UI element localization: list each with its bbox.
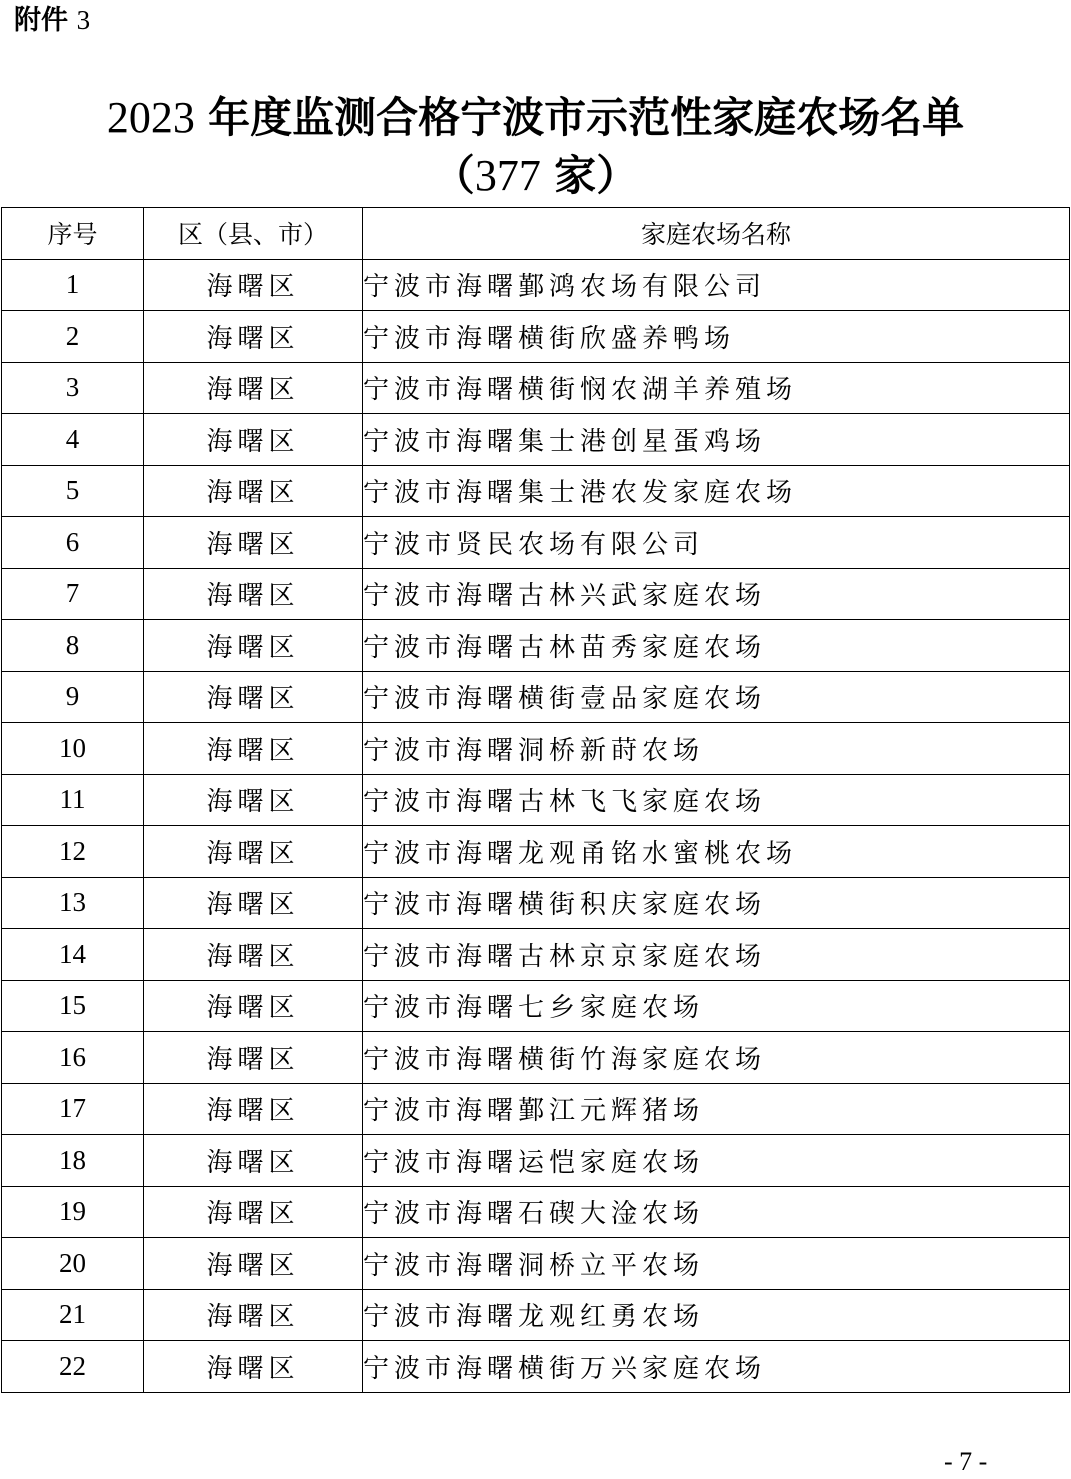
table-row [2, 259, 1070, 311]
header-name: 家庭农场名称 [363, 208, 1070, 260]
row-index: 21 [2, 1289, 144, 1341]
table-row [2, 1186, 1070, 1238]
row-district: 海曙区 [144, 1238, 363, 1290]
row-farm-name: 宁波市海曙古林苗秀家庭农场 [363, 620, 1070, 672]
row-farm-name: 宁波市海曙集士港创星蛋鸡场 [363, 414, 1070, 466]
table-row [2, 1135, 1070, 1187]
row-district: 海曙区 [144, 877, 363, 929]
row-farm-name: 宁波市海曙鄞鸿农场有限公司 [363, 259, 1070, 311]
subtitle-open-paren: （ [432, 151, 475, 200]
table-row [2, 620, 1070, 672]
row-farm-name: 宁波市海曙鄞江元辉猪场 [363, 1083, 1070, 1135]
attachment-label [14, 2, 90, 39]
attachment-label-text: 附件 [14, 5, 68, 36]
row-index: 8 [2, 620, 144, 672]
subtitle-count-unit: 家 [554, 151, 597, 200]
row-index: 2 [2, 311, 144, 363]
table-row [2, 517, 1070, 569]
row-district: 海曙区 [144, 311, 363, 363]
row-index: 17 [2, 1083, 144, 1135]
title-main: 年度监测合格宁波市示范性家庭农场名单 [208, 93, 965, 142]
row-district: 海曙区 [144, 1341, 363, 1393]
attachment-number: 3 [76, 5, 91, 35]
farm-list-table [1, 207, 1070, 1393]
table-row [2, 1083, 1070, 1135]
row-index: 9 [2, 671, 144, 723]
subtitle-close-paren: ） [596, 151, 639, 200]
row-district: 海曙区 [144, 723, 363, 775]
row-district: 海曙区 [144, 1032, 363, 1084]
row-district: 海曙区 [144, 414, 363, 466]
row-index: 10 [2, 723, 144, 775]
row-district: 海曙区 [144, 362, 363, 414]
page-number: - 7 - [944, 1447, 988, 1476]
row-district: 海曙区 [144, 1289, 363, 1341]
table-row [2, 671, 1070, 723]
table-row [2, 362, 1070, 414]
table-row [2, 465, 1070, 517]
row-index: 7 [2, 568, 144, 620]
row-index: 13 [2, 877, 144, 929]
table-row [2, 826, 1070, 878]
row-district: 海曙区 [144, 929, 363, 981]
row-farm-name: 宁波市海曙洞桥立平农场 [363, 1238, 1070, 1290]
row-index: 15 [2, 980, 144, 1032]
table-row [2, 929, 1070, 981]
row-farm-name: 宁波市海曙横街万兴家庭农场 [363, 1341, 1070, 1393]
row-index: 6 [2, 517, 144, 569]
row-district: 海曙区 [144, 259, 363, 311]
row-district: 海曙区 [144, 620, 363, 672]
row-farm-name: 宁波市海曙横街悯农湖羊养殖场 [363, 362, 1070, 414]
row-index: 19 [2, 1186, 144, 1238]
row-farm-name: 宁波市海曙龙观甬铭水蜜桃农场 [363, 826, 1070, 878]
row-index: 3 [2, 362, 144, 414]
row-district: 海曙区 [144, 517, 363, 569]
row-index: 18 [2, 1135, 144, 1187]
row-farm-name: 宁波市海曙运恺家庭农场 [363, 1135, 1070, 1187]
table-row [2, 414, 1070, 466]
row-index: 11 [2, 774, 144, 826]
row-farm-name: 宁波市海曙龙观红勇农场 [363, 1289, 1070, 1341]
row-district: 海曙区 [144, 1083, 363, 1135]
row-index: 1 [2, 259, 144, 311]
row-farm-name: 宁波市海曙横街壹品家庭农场 [363, 671, 1070, 723]
row-farm-name: 宁波市海曙洞桥新莳农场 [363, 723, 1070, 775]
row-farm-name: 宁波市海曙七乡家庭农场 [363, 980, 1070, 1032]
header-index: 序号 [2, 208, 144, 260]
document-subtitle [0, 148, 1071, 204]
row-farm-name: 宁波市海曙集士港农发家庭农场 [363, 465, 1070, 517]
row-farm-name: 宁波市海曙石碶大淦农场 [363, 1186, 1070, 1238]
row-index: 4 [2, 414, 144, 466]
row-index: 12 [2, 826, 144, 878]
row-index: 20 [2, 1238, 144, 1290]
row-index: 5 [2, 465, 144, 517]
row-farm-name: 宁波市海曙古林飞飞家庭农场 [363, 774, 1070, 826]
row-district: 海曙区 [144, 1135, 363, 1187]
row-district: 海曙区 [144, 671, 363, 723]
table-row [2, 1341, 1070, 1393]
row-district: 海曙区 [144, 1186, 363, 1238]
row-farm-name: 宁波市贤民农场有限公司 [363, 517, 1070, 569]
table-header-row [2, 208, 1070, 260]
table-row [2, 774, 1070, 826]
row-district: 海曙区 [144, 568, 363, 620]
row-district: 海曙区 [144, 826, 363, 878]
table-row [2, 723, 1070, 775]
table-row [2, 877, 1070, 929]
row-farm-name: 宁波市海曙古林兴武家庭农场 [363, 568, 1070, 620]
subtitle-count: 377 [474, 151, 541, 200]
row-index: 22 [2, 1341, 144, 1393]
table-row [2, 1289, 1070, 1341]
header-district: 区（县、市） [144, 208, 363, 260]
row-district: 海曙区 [144, 465, 363, 517]
table-row [2, 1238, 1070, 1290]
row-index: 16 [2, 1032, 144, 1084]
row-district: 海曙区 [144, 774, 363, 826]
row-farm-name: 宁波市海曙横街竹海家庭农场 [363, 1032, 1070, 1084]
table-row [2, 568, 1070, 620]
row-index: 14 [2, 929, 144, 981]
table-row [2, 980, 1070, 1032]
title-year: 2023 [106, 93, 195, 142]
table-row [2, 311, 1070, 363]
row-farm-name: 宁波市海曙古林京京家庭农场 [363, 929, 1070, 981]
document-title [0, 90, 1071, 146]
row-farm-name: 宁波市海曙横街欣盛养鸭场 [363, 311, 1070, 363]
row-farm-name: 宁波市海曙横街积庆家庭农场 [363, 877, 1070, 929]
row-district: 海曙区 [144, 980, 363, 1032]
table-row [2, 1032, 1070, 1084]
